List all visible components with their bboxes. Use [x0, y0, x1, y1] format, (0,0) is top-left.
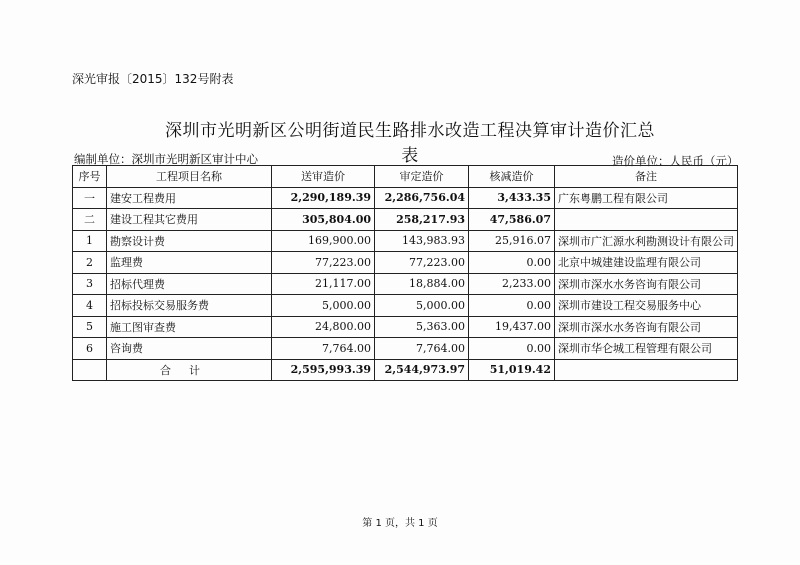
row-submitted: 24,800.00 [272, 316, 375, 338]
table-header-row [73, 166, 738, 188]
row-name: 建安工程费用 [107, 187, 272, 209]
column-header-submitted: 送审造价 [272, 166, 375, 188]
row-reduced: 25,916.07 [469, 230, 555, 252]
row-note: 深圳市广汇源水利勘测设计有限公司 [555, 230, 738, 252]
row-name: 勘察设计费 [107, 230, 272, 252]
row-note: 广东粤鹏工程有限公司 [555, 187, 738, 209]
row-submitted: 2,290,189.39 [272, 187, 375, 209]
total-reduced: 51,019.42 [469, 359, 555, 381]
row-approved: 5,363.00 [375, 316, 469, 338]
table-row [73, 209, 738, 231]
currency-unit: 造价单位：人民币（元） [612, 154, 739, 168]
table-row [73, 338, 738, 360]
row-no: 一 [73, 187, 107, 209]
prepared-by: 编制单位：深圳市光明新区审计中心 [74, 152, 258, 166]
table-row [73, 273, 738, 295]
row-reduced: 0.00 [469, 252, 555, 274]
row-approved: 77,223.00 [375, 252, 469, 274]
audit-summary-table [72, 165, 738, 381]
row-approved: 258,217.93 [375, 209, 469, 231]
row-reduced: 0.00 [469, 295, 555, 317]
page-number: 第 1 页，共 1 页 [362, 518, 438, 529]
total-no-cell [73, 359, 107, 381]
total-submitted: 2,595,993.39 [272, 359, 375, 381]
row-no: 1 [73, 230, 107, 252]
row-reduced: 3,433.35 [469, 187, 555, 209]
row-approved: 7,764.00 [375, 338, 469, 360]
row-no: 6 [73, 338, 107, 360]
row-reduced: 47,586.07 [469, 209, 555, 231]
row-submitted: 5,000.00 [272, 295, 375, 317]
row-name: 施工图审查费 [107, 316, 272, 338]
table-row [73, 230, 738, 252]
table-row [73, 295, 738, 317]
row-approved: 5,000.00 [375, 295, 469, 317]
column-header-reduced: 核减造价 [469, 166, 555, 188]
row-name: 招标代理费 [107, 273, 272, 295]
total-row [73, 359, 738, 381]
row-note: 深圳市深水水务咨询有限公司 [555, 316, 738, 338]
row-reduced: 2,233.00 [469, 273, 555, 295]
row-note: 北京中城建建设监理有限公司 [555, 252, 738, 274]
row-approved: 143,983.93 [375, 230, 469, 252]
row-name: 招标投标交易服务费 [107, 295, 272, 317]
column-header-no: 序号 [73, 166, 107, 188]
row-no: 4 [73, 295, 107, 317]
row-name: 建设工程其它费用 [107, 209, 272, 231]
table-row [73, 187, 738, 209]
total-approved: 2,544,973.97 [375, 359, 469, 381]
row-submitted: 305,804.00 [272, 209, 375, 231]
row-approved: 18,884.00 [375, 273, 469, 295]
row-submitted: 7,764.00 [272, 338, 375, 360]
total-label: 合计 [107, 359, 272, 381]
row-note: 深圳市华仑城工程管理有限公司 [555, 338, 738, 360]
row-submitted: 21,117.00 [272, 273, 375, 295]
column-header-approved: 审定造价 [375, 166, 469, 188]
row-submitted: 169,900.00 [272, 230, 375, 252]
table-row [73, 252, 738, 274]
row-submitted: 77,223.00 [272, 252, 375, 274]
row-approved: 2,286,756.04 [375, 187, 469, 209]
row-note: 深圳市建设工程交易服务中心 [555, 295, 738, 317]
column-header-name: 工程项目名称 [107, 166, 272, 188]
row-no: 二 [73, 209, 107, 231]
row-no: 2 [73, 252, 107, 274]
row-name: 咨询费 [107, 338, 272, 360]
total-note [555, 359, 738, 381]
row-reduced: 19,437.00 [469, 316, 555, 338]
row-note: 深圳市深水水务咨询有限公司 [555, 273, 738, 295]
column-header-note: 备注 [555, 166, 738, 188]
row-no: 3 [73, 273, 107, 295]
document-reference: 深光审报〔2015〕132号附表 [72, 72, 234, 86]
row-note [555, 209, 738, 231]
table-row [73, 316, 738, 338]
row-no: 5 [73, 316, 107, 338]
row-name: 监理费 [107, 252, 272, 274]
row-reduced: 0.00 [469, 338, 555, 360]
document-title: 深圳市光明新区公明街道民生路排水改造工程决算审计造价汇总表 [165, 121, 655, 166]
